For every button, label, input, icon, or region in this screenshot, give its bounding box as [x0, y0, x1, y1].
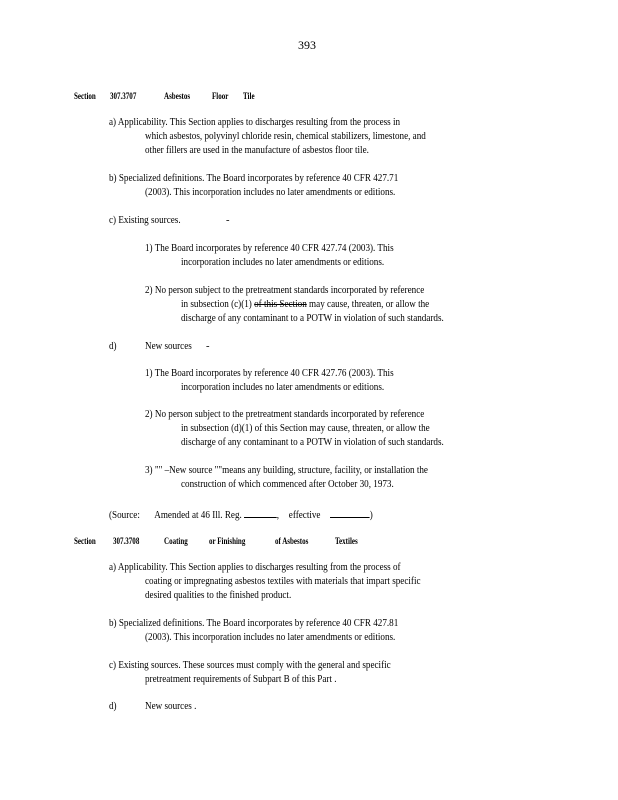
s3708-a-line: a) Applicability. This Section applies to discharges resulting from the process of: [109, 562, 401, 573]
s3707-d-mark: -: [206, 341, 210, 352]
source-open: (Source:: [109, 510, 140, 521]
s3708-d-label: d): [109, 701, 117, 712]
section-3708-label: Section: [74, 536, 96, 546]
source-comma: ,: [276, 510, 280, 521]
s3708-a-line: desired qualities to the finished product.: [145, 590, 292, 601]
s3707-a-line: which asbestos, polyvinyl chloride resin, chemical stabilizers, limestone, and: [145, 131, 426, 142]
s3708-b-line: b) Specialized definitions. The Board incorporates by reference 40 CFR 427.81: [109, 618, 399, 629]
source-effective-blank: [330, 506, 370, 518]
s3707-c2-line: discharge of any contaminant to a POTW in violation of such standards.: [181, 313, 444, 324]
s3707-d-title: New sources: [145, 341, 192, 352]
source-note: [109, 506, 373, 523]
section-3708-title-word: Coating: [164, 536, 188, 546]
s3707-c2-strikethrough: of this Section: [254, 299, 307, 310]
section-3707-title-word: Tile: [243, 91, 255, 101]
section-3707-title-word: Floor: [212, 91, 229, 101]
s3707-d2-line: 2) No person subject to the pretreatment standards incorporated by reference: [145, 409, 425, 420]
s3707-a-line: other fillers are used in the manufacture of asbestos floor tile.: [145, 145, 369, 156]
s3707-c2-text: in subsection (c)(1): [181, 299, 252, 310]
s3707-d1-line: incorporation includes no later amendments or editions.: [181, 382, 385, 393]
s3707-b-line: (2003). This incorporation includes no later amendments or editions.: [145, 187, 396, 198]
s3707-c-mark: -: [226, 215, 230, 226]
section-3707-label: Section: [74, 91, 96, 101]
section-3708-title-word: of Asbestos: [275, 536, 309, 546]
s3707-c2-text: may cause, threaten, or allow the: [309, 299, 430, 310]
section-3708-title-word: Textiles: [335, 536, 358, 546]
s3707-a-line: a) Applicability. This Section applies to discharges resulting from the process in: [109, 117, 401, 128]
s3708-a-line: coating or impregnating asbestos textiles with materials that impart specific: [145, 576, 421, 587]
s3707-d1-line: 1) The Board incorporates by reference 40 CFR 427.76 (2003). This: [145, 368, 394, 379]
s3707-d-label: d): [109, 341, 117, 352]
s3707-d2-line: in subsection (d)(1) of this Section may cause, threaten, or allow the: [181, 423, 430, 434]
s3707-d3-line: construction of which commenced after October 30, 1973.: [181, 479, 394, 490]
s3707-b-line: b) Specialized definitions. The Board incorporates by reference 40 CFR 427.71: [109, 173, 399, 184]
s3707-c2-line: 2) No person subject to the pretreatment standards incorporated by reference: [145, 285, 425, 296]
s3707-d2-line: discharge of any contaminant to a POTW in violation of such standards.: [181, 437, 444, 448]
s3707-c1-line: incorporation includes no later amendments or editions.: [181, 257, 385, 268]
page-number: 393: [298, 38, 316, 52]
source-effective: effective: [288, 510, 321, 521]
s3708-b-line: (2003). This incorporation includes no later amendments or editions.: [145, 632, 396, 643]
s3708-c-line: pretreatment requirements of Subpart B of this Part .: [145, 674, 337, 685]
s3708-c-line: c) Existing sources. These sources must comply with the general and specific: [109, 660, 391, 671]
section-3708-title-word: or Finishing: [209, 536, 246, 546]
s3708-d-title: New sources .: [145, 701, 197, 712]
s3707-c2-line: [181, 298, 429, 312]
source-reg-blank: [244, 506, 277, 518]
section-3707-number: 307.3707: [110, 91, 137, 101]
s3707-c1-line: 1) The Board incorporates by reference 40 CFR 427.74 (2003). This: [145, 243, 394, 254]
section-3708-number: 307.3708: [113, 536, 140, 546]
s3707-c-label: c) Existing sources.: [109, 215, 181, 226]
source-close: ): [369, 510, 373, 521]
s3707-d3-line: 3) "" –New source ""means any building, structure, facility, or installation the: [145, 465, 428, 476]
source-text: Amended at 46 Ill. Reg.: [154, 510, 242, 521]
section-3707-title-word: Asbestos: [164, 91, 191, 101]
